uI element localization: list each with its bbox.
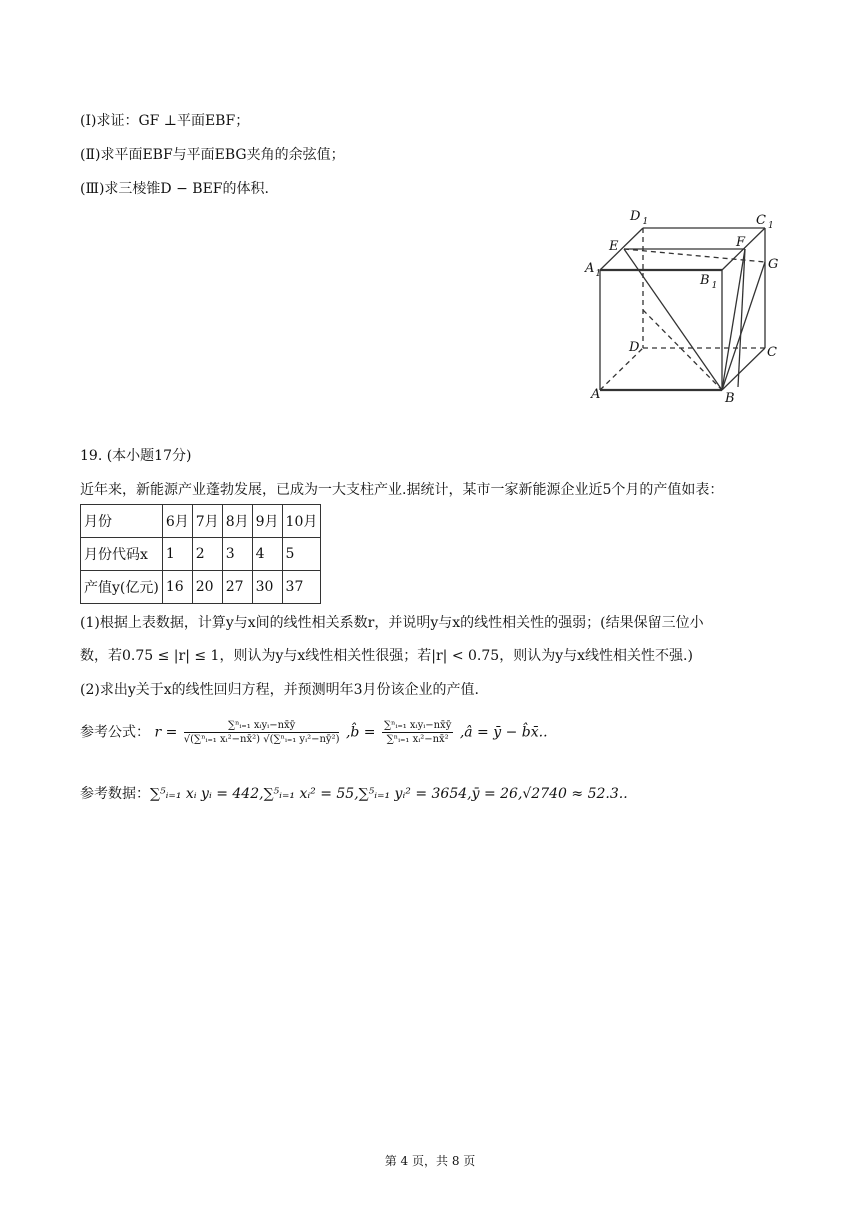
formula-b-fraction <box>382 720 453 745</box>
formula-r-lhs: r = <box>154 724 178 741</box>
formula-r-denominator: √(∑ⁿᵢ₌₁ xᵢ²−nx̄²) √(∑ⁿᵢ₌₁ yᵢ²−nȳ²) <box>183 734 340 745</box>
q19-part1-line2: 数，若0.75 ≤ |r| ≤ 1，则认为y与x线性相关性很强；若|r| < 0.75，则认为y与x线性相关性不强.) <box>80 648 693 664</box>
formula-b-lhs: ,b̂ = <box>345 724 376 741</box>
label-C: C <box>767 345 777 360</box>
formula-b-denominator: ∑ⁿᵢ₌₁ xᵢ²−nx̄² <box>386 734 449 745</box>
part-3-text: (Ⅲ)求三棱锥D − BEF的体积. <box>80 181 269 197</box>
formula-r-numerator: ∑ⁿᵢ₌₁ xᵢyᵢ−nx̄ȳ <box>184 720 340 733</box>
reference-data <box>80 783 628 803</box>
table-cell: 20 <box>192 571 222 604</box>
formula-a-expr: ,â = ȳ − b̂x̄.. <box>459 724 548 741</box>
table-row <box>81 571 321 604</box>
label-B1: B $_1$ <box>700 273 718 291</box>
label-C1: C $_1$ <box>756 213 774 231</box>
label-F: F <box>736 235 746 250</box>
table-cell: 产值y(亿元) <box>81 571 163 604</box>
ref-data-label: 参考数据： <box>80 786 150 802</box>
table-row <box>81 505 321 538</box>
label-D1: D $_1$ <box>630 209 649 227</box>
table-cell: 5 <box>282 538 321 571</box>
label-E: E <box>609 239 619 254</box>
table-cell: 8月 <box>222 505 252 538</box>
table-cell: 37 <box>282 571 321 604</box>
label-A1: $A_1$ <box>585 261 602 279</box>
formula-b-numerator: ∑ⁿᵢ₌₁ xᵢyᵢ−nx̄ȳ <box>383 720 452 731</box>
table-cell: 1 <box>162 538 192 571</box>
reference-formula <box>80 720 548 745</box>
table-cell: 30 <box>252 571 282 604</box>
q19-part1-line1: (1)根据上表数据，计算y与x间的线性相关系数r，并说明y与x的线性相关性的强弱；(结果保留三位小 <box>80 615 704 631</box>
label-B: B <box>725 391 735 405</box>
table-row <box>81 538 321 571</box>
table-cell: 月份代码x <box>81 538 163 571</box>
label-G: G <box>768 257 779 272</box>
table-cell: 7月 <box>192 505 222 538</box>
table-cell: 3 <box>222 538 252 571</box>
cube-figure <box>575 205 785 405</box>
table-cell: 27 <box>222 571 252 604</box>
ref-formula-label: 参考公式： <box>80 724 150 741</box>
q19-intro: 近年来，新能源产业蓬勃发展，已成为一大支柱产业.据统计，某市一家新能源企业近5个月的产值如表： <box>80 482 724 498</box>
part-1-text: (I)求证：GF ⊥平面EBF； <box>80 113 250 129</box>
table-cell: 月份 <box>81 505 163 538</box>
page-footer: 第 4 页，共 8 页 <box>384 1154 476 1168</box>
table-cell: 6月 <box>162 505 192 538</box>
table-cell: 10月 <box>282 505 321 538</box>
part-2-text: (Ⅱ)求平面EBF与平面EBG夹角的余弦值； <box>80 147 345 163</box>
data-table <box>80 504 321 604</box>
ref-data-values: ∑⁵ᵢ₌₁ xᵢ yᵢ = 442,∑⁵ᵢ₌₁ xᵢ² = 55,∑⁵ᵢ₌₁ yᵢ² = 3654,ȳ = 26,√2740 ≈ 52.3.. <box>150 786 628 802</box>
formula-r-fraction <box>184 720 340 745</box>
table-cell: 9月 <box>252 505 282 538</box>
table-cell: 4 <box>252 538 282 571</box>
label-A: A <box>591 387 601 402</box>
table-cell: 2 <box>192 538 222 571</box>
q19-header: 19. (本小题17分) <box>80 448 192 464</box>
label-D: D <box>629 340 640 355</box>
table-cell: 16 <box>162 571 192 604</box>
q19-part2: (2)求出y关于x的线性回归方程，并预测明年3月份该企业的产值. <box>80 682 479 698</box>
